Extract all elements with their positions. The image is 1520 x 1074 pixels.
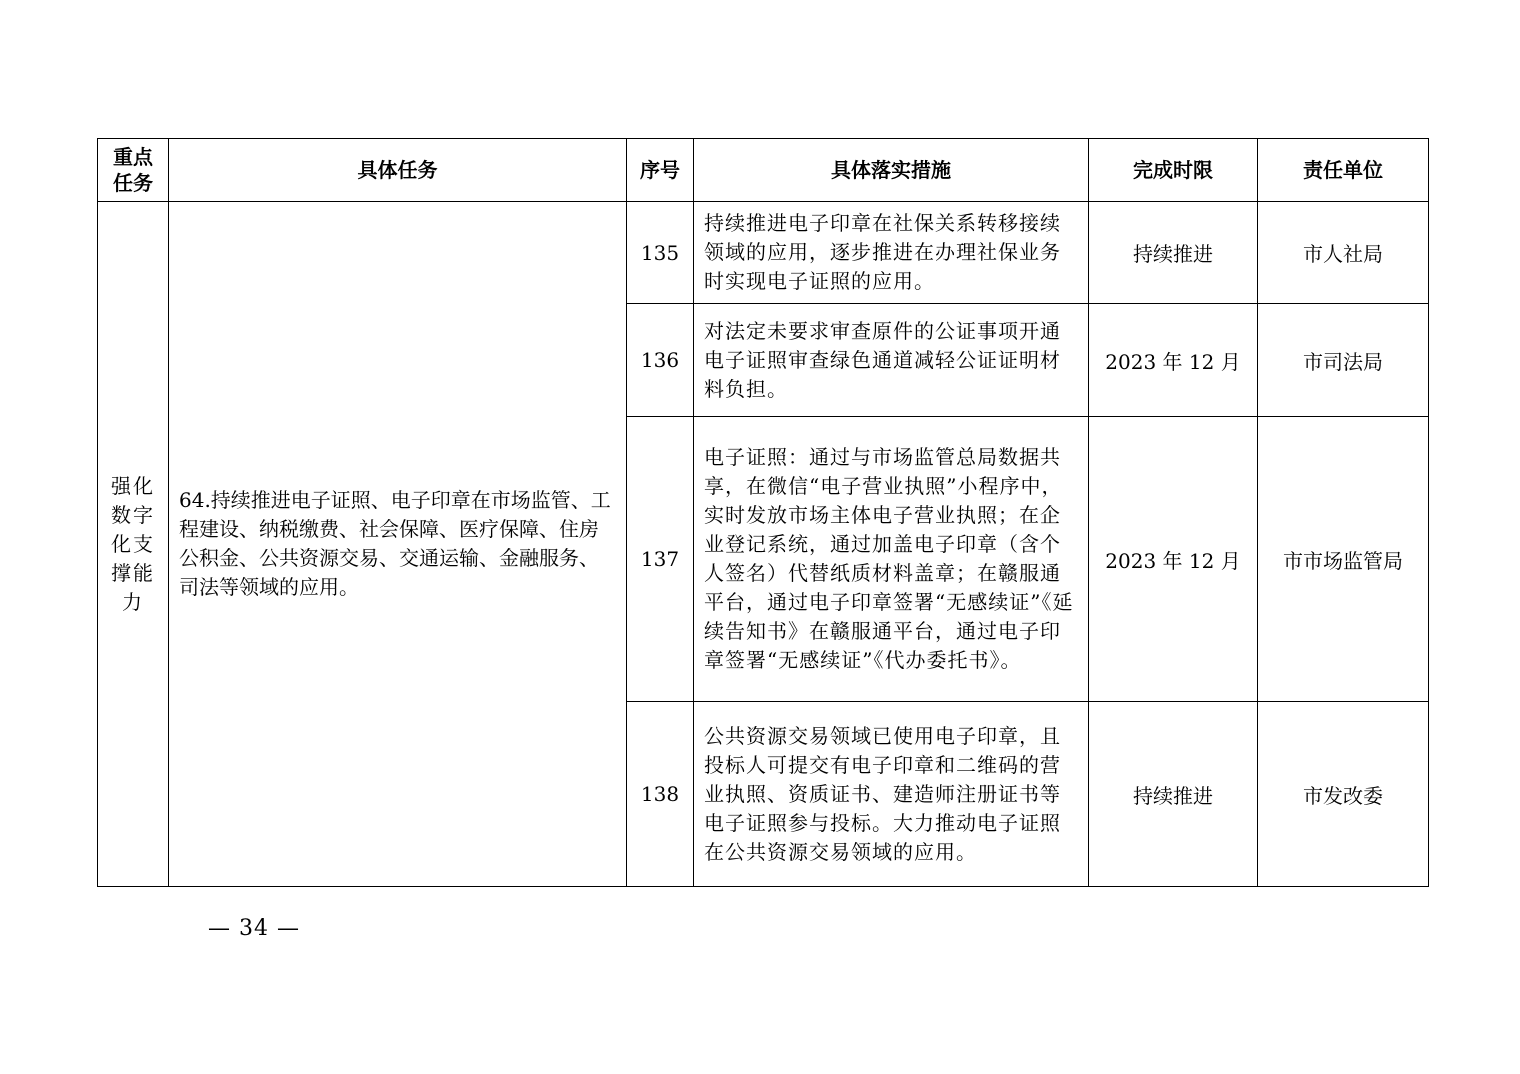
unit-cell: 市发改委 [1258, 702, 1429, 887]
header-row [98, 139, 1429, 202]
deadline-cell: 2023 年 12 月 [1089, 417, 1258, 702]
row-number: 137 [627, 417, 694, 702]
page-number: — 34 — [208, 916, 300, 941]
measure-cell: 电子证照：通过与市场监管总局数据共享，在微信“电子营业执照”小程序中，实时发放市场主体电子营业执照；在企业登记系统，通过加盖电子印章（含个人签名）代替纸质材料盖章；在赣服通平台，通过电子印章签署“无感续证”《延续告知书》在赣服通平台，通过电子印章签署“无感续证”《代办委托书》。 [694, 417, 1089, 702]
row-number: 136 [627, 304, 694, 417]
specific-task-cell: 64.持续推进电子证照、电子印章在市场监管、工程建设、纳税缴费、社会保障、医疗保障、住房公积金、公共资源交易、交通运输、金融服务、司法等领域的应用。 [169, 202, 627, 887]
header-seq: 序号 [627, 139, 694, 202]
header-deadline: 完成时限 [1089, 139, 1258, 202]
key-task-cell: 强化数字化支撑能力 [98, 202, 169, 887]
header-measure: 具体落实措施 [694, 139, 1089, 202]
header-specific-task: 具体任务 [169, 139, 627, 202]
measure-cell: 持续推进电子印章在社保关系转移接续领域的应用，逐步推进在办理社保业务时实现电子证照的应用。 [694, 202, 1089, 304]
task-table [97, 138, 1429, 887]
deadline-cell: 2023 年 12 月 [1089, 304, 1258, 417]
row-number: 138 [627, 702, 694, 887]
row-number: 135 [627, 202, 694, 304]
unit-cell: 市人社局 [1258, 202, 1429, 304]
measure-cell: 对法定未要求审查原件的公证事项开通电子证照审查绿色通道减轻公证证明材料负担。 [694, 304, 1089, 417]
deadline-cell: 持续推进 [1089, 702, 1258, 887]
measure-cell: 公共资源交易领域已使用电子印章，且投标人可提交有电子印章和二维码的营业执照、资质证书、建造师注册证书等电子证照参与投标。大力推动电子证照在公共资源交易领域的应用。 [694, 702, 1089, 887]
header-key-task: 重点任务 [98, 139, 169, 202]
header-unit: 责任单位 [1258, 139, 1429, 202]
unit-cell: 市市场监管局 [1258, 417, 1429, 702]
deadline-cell: 持续推进 [1089, 202, 1258, 304]
table-row [98, 202, 1429, 304]
unit-cell: 市司法局 [1258, 304, 1429, 417]
